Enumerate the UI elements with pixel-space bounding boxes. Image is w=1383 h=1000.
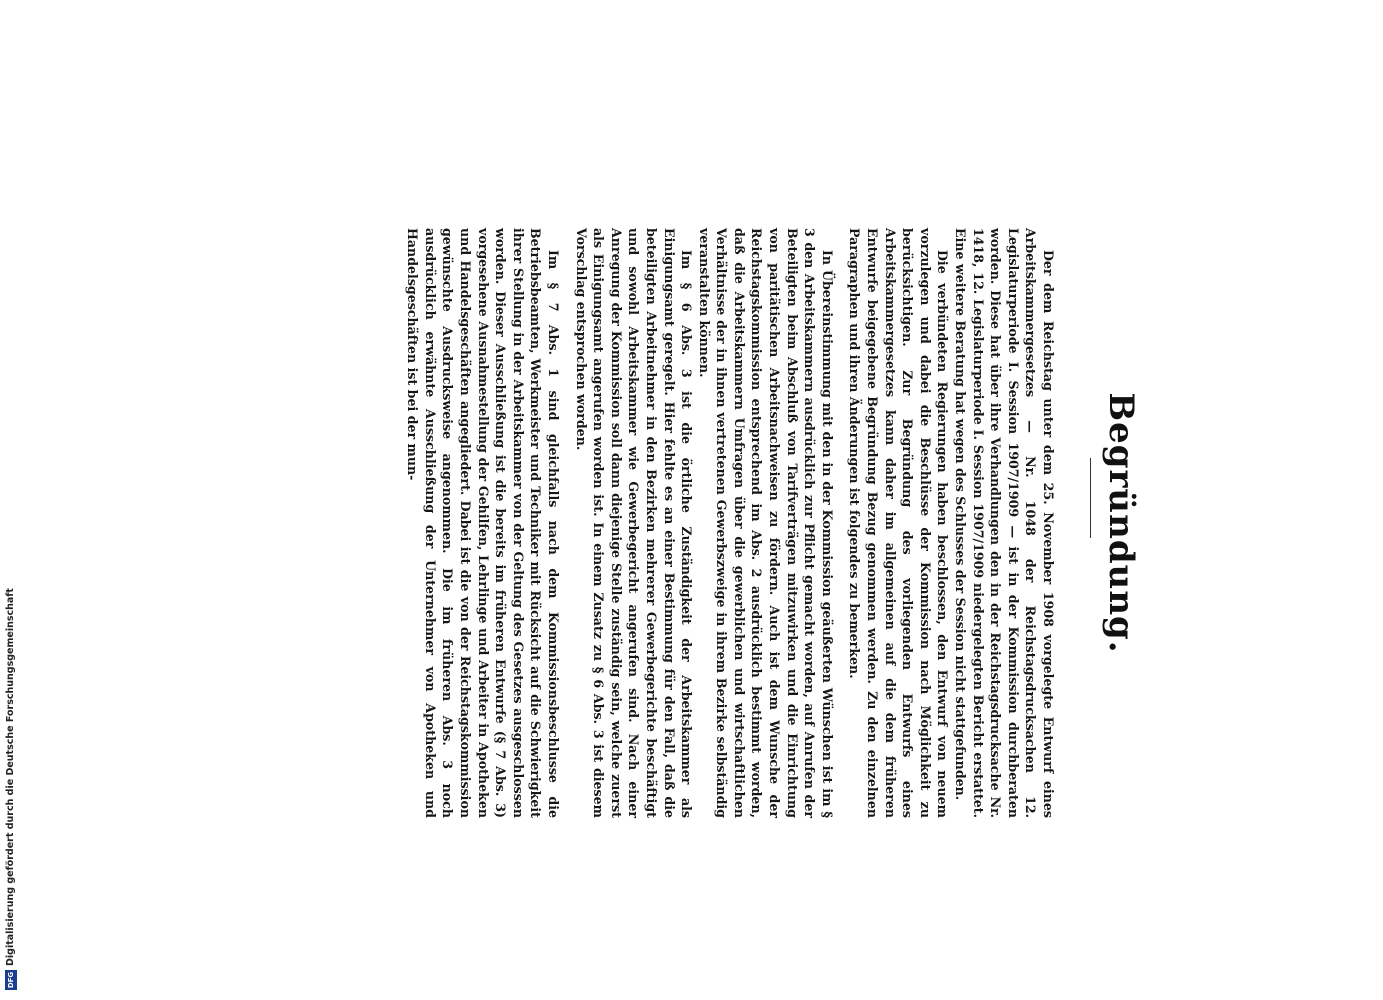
paragraph-1: Der dem Reichstag unter dem 25. November 1908 vorgelegte Entwurf eines Arbeitskammergesetzes — Nr. 1048 der Reichstagsdrucksachen 12. Legislaturperiode I. Session 1907/1909 — ist in der Kommission durchberaten worden. Diese hat über ihre Verhandlungen den in der Reichstagsdrucksache Nr. 1418, 12. Legislaturperiode I. Session 1907/1909 niedergelegten Bericht erstattet. Eine weitere Beratung hat wegen des Schlusses der Session nicht stattgefunden. [953,228,1056,818]
paragraph-3: In Übereinstimmung mit den in der Kommission geäußerten Wünschen ist im § 3 den Arbeitskammern ausdrücklich zur Pflicht gemacht worden, auf Anrufen der Beteiligten beim Abschluß von Tarifverträgen mitzuwirken und die Einrichtung von paritätischen Arbeitsnachweisen zu fördern. Auch ist dem Wunsche der Reichstagskommission entsprechend im Abs. 2 ausdrücklich bestimmt worden, daß die Arbeitskammern Umfragen über die gewerblichen und wirtschaftlichen Verhältnisse der in ihnen vertretenen Gewerbszweige in ihrem Bezirke selbständig veranstalten können. [696,228,835,818]
page-title: Begründung. [1101,392,1141,654]
dfg-logo-icon: DFG [7,971,15,989]
title-divider [1090,458,1091,538]
footer-credit-text: Digitalisierung gefördert durch die Deutsche Forschungsgemeinschaft [5,588,16,966]
digitization-footer [4,588,18,990]
paragraph-2: Die verbündeten Regierungen haben beschlossen, den Entwurf von neuem vorzulegen und dabei die Beschlüsse der Kommission nach Möglichkeit zu berücksichtigen. Zur Begründung des vorliegenden Entwurfs eines Arbeitskammergesetzes kann daher im allgemeinen auf die dem früheren Entwurfe beigegebene Begründung Bezug genommen werden. Zu den einzelnen Paragraphen und ihren Änderungen ist folgendes zu bemerken. [847,228,951,818]
document-body [404,228,1057,818]
rotated-page [405,228,1143,818]
paragraph-4: Im § 6 Abs. 3 ist die örtliche Zuständigkeit der Arbeitskammer als Einigungsamt geregelt. Hier fehlte es an einer Bestimmung für den Fall, daß die beteiligten Arbeitnehmer in den Bezirken mehrerer Gewerbegerichte beschäftigt und sowohl Arbeitskammer wie Gewerbegericht angerufen sind. Nach einer Anregung der Kommission soll dann diejenige Stelle zuständig sein, welche zuerst als Einigungsamt angerufen worden ist. In einem Zusatz zu § 6 Abs. 3 ist diesem Vorschlag entsprochen worden. [573,228,695,818]
paragraph-5: Im § 7 Abs. 1 sind gleichfalls nach dem Kommissionsbeschlusse die Betriebsbeamten, Werkmeister und Techniker mit Rücksicht auf die Schwierigkeit ihrer Stellung in der Arbeitskammer von der Geltung des Gesetzes ausgeschlossen worden. Dieser Ausschließung ist die bereits im früheren Entwurfe (§ 7 Abs. 3) vorgesehene Ausnahmestellung der Gehilfen, Lehrlinge und Arbeiter in Apotheken und Handelsgeschäften angegliedert. Dabei ist die von der Reichstagskommission gewünschte Ausdrucksweise angenommen. Die im früheren Abs. 3 noch ausdrücklich erwähnte Ausschließung der Unternehmer von Apotheken und Handelsgeschäften ist bei der mun- [405,228,561,818]
